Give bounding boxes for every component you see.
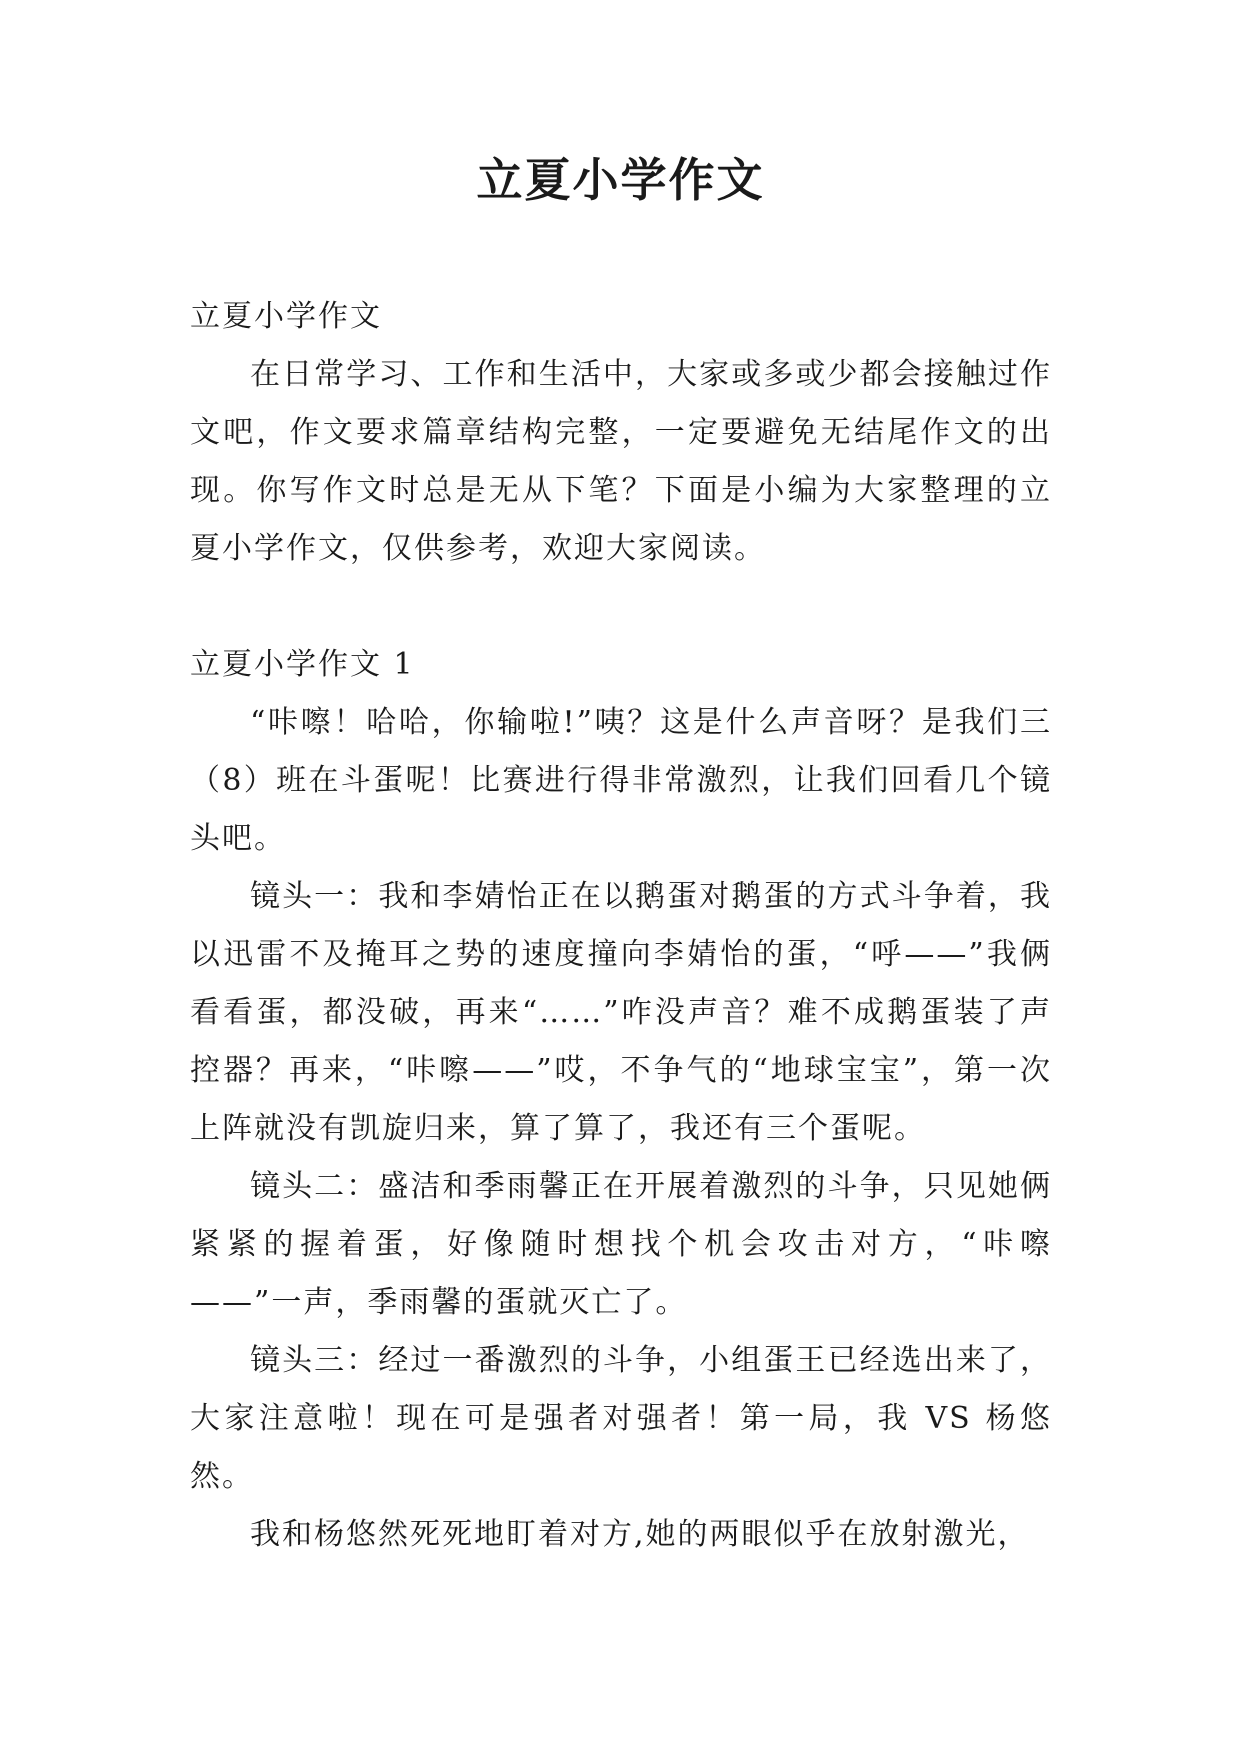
intro-paragraph: 在日常学习、工作和生活中，大家或多或少都会接触过作文吧，作文要求篇章结构完整，一定要避免无结尾作文的出现。你写作文时总是无从下笔？下面是小编为大家整理的立夏小学作文，仅供参考，欢迎大家阅读。 bbox=[190, 357, 1052, 566]
essay-paragraph: 镜头二：盛洁和季雨馨正在开展着激烈的斗争，只见她俩紧紧的握着蛋，好像随时想找个机会攻击对方，“咔嚓——”一声，季雨馨的蛋就灭亡了。 bbox=[190, 1169, 1052, 1320]
document-title: 立夏小学作文 bbox=[476, 153, 765, 207]
paragraph-gap bbox=[190, 578, 1052, 636]
subtitle: 立夏小学作文 bbox=[190, 299, 382, 334]
essay-paragraph: 镜头一：我和李婧怡正在以鹅蛋对鹅蛋的方式斗争着，我以迅雷不及掩耳之势的速度撞向李婧怡的蛋，“呼——”我俩看看蛋，都没破，再来“……”咋没声音？难不成鹅蛋装了声控器？再来，“咔嚓——”哎，不争气的“地球宝宝”，第一次上阵就没有凯旋归来，算了算了，我还有三个蛋呢。 bbox=[190, 879, 1052, 1146]
essay-paragraph: 我和杨悠然死死地盯着对方,她的两眼似乎在放射激光， bbox=[250, 1517, 1030, 1552]
essay-heading: 立夏小学作文 1 bbox=[190, 647, 415, 682]
essay-paragraph: “咔嚓！哈哈，你输啦!”咦？这是什么声音呀？是我们三（8）班在斗蛋呢！比赛进行得非常激烈，让我们回看几个镜头吧。 bbox=[190, 705, 1052, 856]
document-body bbox=[190, 288, 1052, 1564]
essay-paragraph: 镜头三：经过一番激烈的斗争，小组蛋王已经选出来了，大家注意啦！现在可是强者对强者！第一局，我 VS 杨悠然。 bbox=[190, 1343, 1052, 1494]
